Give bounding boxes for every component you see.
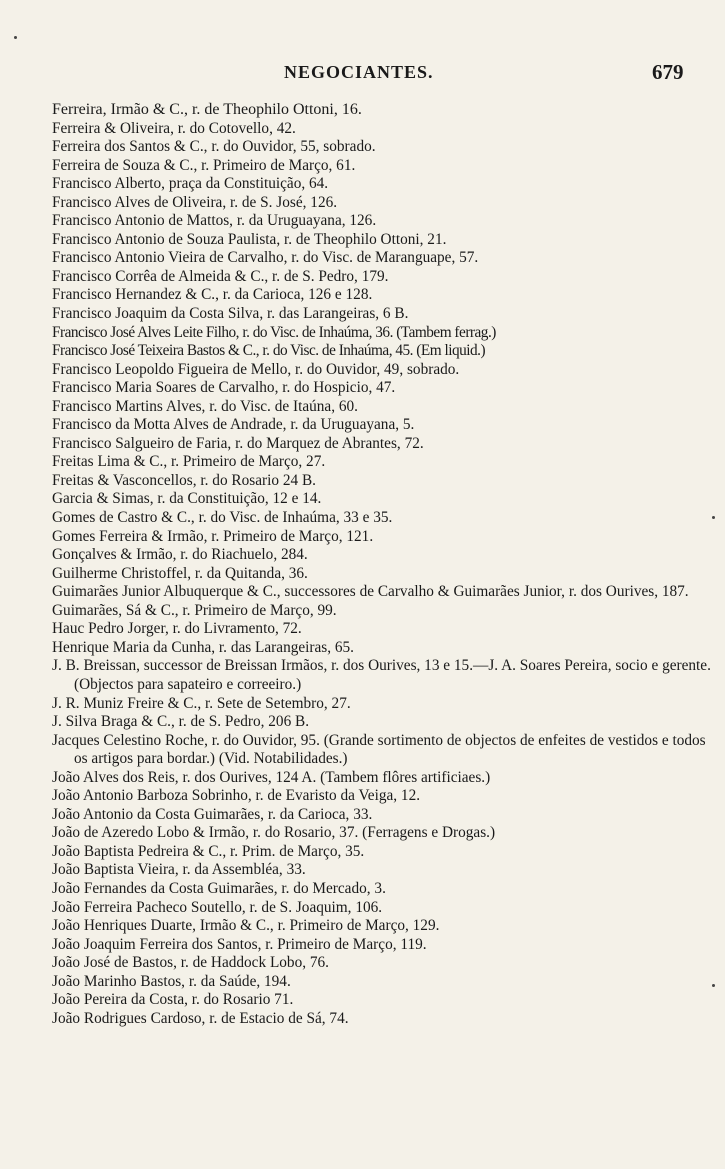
list-item: Francisco Salgueiro de Faria, r. do Marquez de Abrantes, 72. bbox=[52, 434, 424, 452]
list-item: Henrique Maria da Cunha, r. das Larangeiras, 65. bbox=[52, 638, 355, 656]
list-item: Gomes de Castro & C., r. do Visc. de Inhaúma, 33 e 35. bbox=[52, 509, 393, 527]
page-number: 679 bbox=[652, 60, 684, 84]
list-item: João Fernandes da Costa Guimarães, r. do Mercado, 3. bbox=[52, 879, 386, 897]
list-item: João Baptista Pedreira & C., r. Prim. de Março, 35. bbox=[52, 842, 365, 860]
list-item: Guilherme Christoffel, r. da Quitanda, 36. bbox=[52, 564, 308, 582]
list-item: João Rodrigues Cardoso, r. de Estacio de Sá, 74. bbox=[52, 1009, 349, 1027]
list-item: Guimarães Junior Albuquerque & C., successores de Carvalho & Guimarães Junior, r. dos Ourives, 187. bbox=[52, 583, 689, 601]
list-item: João Antonio Barboza Sobrinho, r. de Evaristo da Veiga, 12. bbox=[52, 787, 421, 805]
list-item: J. Silva Braga & C., r. de S. Pedro, 206 B. bbox=[52, 713, 310, 731]
list-item: Francisco José Teixeira Bastos & C., r. do Visc. de Inhaúma, 45. (Em liquid.) bbox=[52, 342, 486, 360]
merchant-list bbox=[52, 101, 717, 1028]
list-item: Ferreira de Souza & C., r. Primeiro de Março, 61. bbox=[52, 156, 356, 174]
list-item: Francisco Antonio Vieira de Carvalho, r. do Visc. de Maranguape, 57. bbox=[52, 249, 479, 267]
list-item: Gonçalves & Irmão, r. do Riachuelo, 284. bbox=[52, 546, 308, 564]
running-title: NEGOCIANTES. bbox=[284, 62, 434, 82]
list-item: Francisco Alves de Oliveira, r. de S. José, 126. bbox=[52, 193, 338, 211]
list-item: Francisco Antonio de Mattos, r. da Uruguayana, 126. bbox=[52, 212, 377, 230]
list-item: Freitas & Vasconcellos, r. do Rosario 24 B. bbox=[52, 471, 316, 489]
list-item: Francisco Antonio de Souza Paulista, r. de Theophilo Ottoni, 21. bbox=[52, 230, 447, 248]
list-item: Freitas Lima & C., r. Primeiro de Março, 27. bbox=[52, 453, 326, 471]
list-item: Hauc Pedro Jorger, r. do Livramento, 72. bbox=[52, 620, 302, 638]
list-item: J. B. Breissan, successor de Breissan Irmãos, r. dos Ourives, 13 e 15.—J. A. Soares Pereira, socio e gerente. (Objectos para sapateiro e correeiro.) bbox=[52, 657, 711, 693]
list-item: João Joaquim Ferreira dos Santos, r. Primeiro de Março, 119. bbox=[52, 935, 427, 953]
list-item: J. R. Muniz Freire & C., r. Sete de Setembro, 27. bbox=[52, 694, 351, 712]
list-item: Francisco Corrêa de Almeida & C., r. de S. Pedro, 179. bbox=[52, 267, 389, 285]
list-item: Jacques Celestino Roche, r. do Ouvidor, 95. (Grande sortimento de objectos de enfeites de vestidos e todos os artigos para bordar.) (Vid. Notabilidades.) bbox=[52, 731, 706, 768]
list-item: Francisco Alberto, praça da Constituição, 64. bbox=[52, 175, 329, 193]
list-item: João Ferreira Pacheco Soutello, r. de S. Joaquim, 106. bbox=[52, 898, 383, 916]
list-item: Francisco Leopoldo Figueira de Mello, r. do Ouvidor, 49, sobrado. bbox=[52, 360, 460, 378]
list-item: João Antonio da Costa Guimarães, r. da Carioca, 33. bbox=[52, 805, 373, 823]
list-item: Ferreira & Oliveira, r. do Cotovello, 42. bbox=[52, 119, 296, 137]
list-item: João Baptista Vieira, r. da Assembléa, 33. bbox=[52, 861, 306, 879]
list-item: Francisco Hernandez & C., r. da Carioca, 126 e 128. bbox=[52, 286, 373, 304]
list-item: Francisco Martins Alves, r. do Visc. de Itaúna, 60. bbox=[52, 397, 358, 415]
list-item: Francisco José Alves Leite Filho, r. do Visc. de Inhaúma, 36. (Tambem ferrag.) bbox=[52, 323, 496, 341]
print-speck bbox=[14, 36, 17, 39]
list-item: Ferreira, Irmão & C., r. de Theophilo Ottoni, 16. bbox=[52, 101, 362, 118]
list-item: João José de Bastos, r. de Haddock Lobo, 76. bbox=[52, 954, 330, 972]
list-item: Francisco Joaquim da Costa Silva, r. das Larangeiras, 6 B. bbox=[52, 305, 409, 323]
list-item: Francisco Maria Soares de Carvalho, r. do Hospicio, 47. bbox=[52, 379, 396, 397]
list-item: Guimarães, Sá & C., r. Primeiro de Março, 99. bbox=[52, 601, 337, 619]
list-item: João Marinho Bastos, r. da Saúde, 194. bbox=[52, 972, 291, 990]
list-item: João Pereira da Costa, r. do Rosario 71. bbox=[52, 991, 294, 1009]
list-item: Francisco da Motta Alves de Andrade, r. da Uruguayana, 5. bbox=[52, 416, 415, 434]
list-item: João Henriques Duarte, Irmão & C., r. Primeiro de Março, 129. bbox=[52, 917, 440, 935]
list-item: Gomes Ferreira & Irmão, r. Primeiro de Março, 121. bbox=[52, 527, 374, 545]
list-item: Ferreira dos Santos & C., r. do Ouvidor, 55, sobrado. bbox=[52, 138, 376, 156]
list-item: Garcia & Simas, r. da Constituição, 12 e 14. bbox=[52, 490, 322, 508]
page-header bbox=[0, 62, 725, 88]
list-item: João de Azeredo Lobo & Irmão, r. do Rosario, 37. (Ferragens e Drogas.) bbox=[52, 824, 496, 842]
list-item: João Alves dos Reis, r. dos Ourives, 124 A. (Tambem flôres artificiaes.) bbox=[52, 768, 491, 786]
